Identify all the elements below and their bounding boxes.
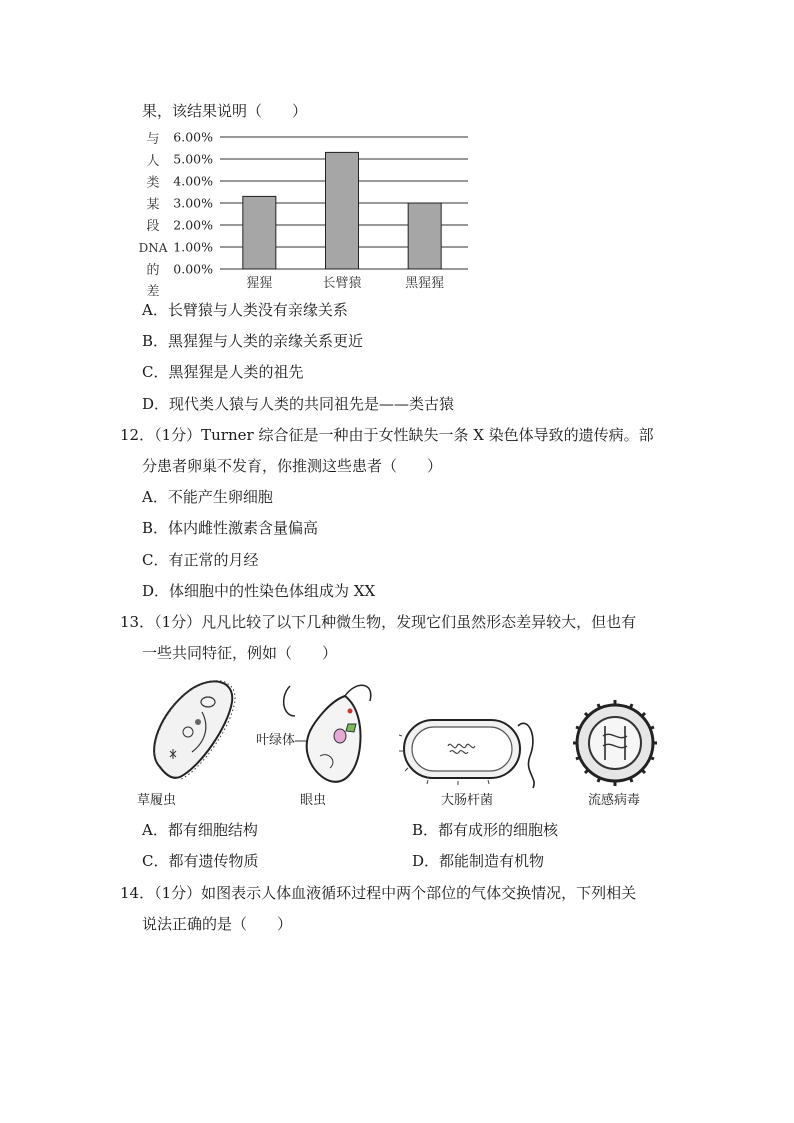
caption-ecoli: 大肠杆菌 (441, 793, 494, 808)
q12-option-b: B．体内雌性激素含量偏高 (142, 519, 319, 537)
q13-stem-line2: 一些共同特征，例如（ ） (142, 644, 338, 662)
q12-option-c: C．有正常的月经 (142, 551, 259, 569)
chart-bars (243, 152, 441, 269)
q11-option-d: D．现代类人猿与人类的共同祖先是——类古猿 (142, 395, 455, 413)
chloroplast-label: 叶绿体 (256, 733, 296, 748)
q11-option-a: A．长臂猿与人类没有亲缘关系 (142, 301, 348, 319)
bar-2 (326, 152, 359, 269)
y-axis-label-char: 人 (146, 153, 160, 169)
y-axis-label-char: 类 (146, 175, 160, 191)
q13-option-d: D．都能制造有机物 (412, 852, 545, 870)
y-tick-label: 1.00% (173, 239, 213, 255)
caption-influenza-virus: 流感病毒 (588, 793, 641, 808)
ecoli-figure (398, 706, 546, 790)
chart-x-tick-labels (246, 275, 444, 291)
q12-option-d: D．体细胞中的性染色体组成为 XX (142, 582, 376, 600)
y-axis-label-char: 段 (146, 219, 160, 235)
y-tick-label: 2.00% (173, 217, 213, 233)
y-tick-label: 6.00% (173, 129, 213, 145)
y-axis-label-char: 某 (146, 197, 160, 213)
q11-option-b: B．黑猩猩与人类的亲缘关系更近 (142, 332, 364, 350)
caption-euglena: 眼虫 (300, 793, 327, 808)
y-axis-label-char: 与 (146, 132, 160, 147)
q13-option-a: A．都有细胞结构 (142, 821, 258, 839)
q11-option-c: C．黑猩猩是人类的祖先 (142, 363, 304, 381)
chart-y-tick-labels (173, 130, 213, 277)
bar-1 (243, 196, 276, 269)
x-tick-label: 长臂猿 (322, 276, 362, 291)
paramecium-figure (140, 672, 245, 790)
x-tick-label: 猩猩 (246, 276, 273, 291)
euglena-figure (270, 676, 382, 794)
y-axis-label-char: 的 (146, 262, 160, 278)
q14-stem-line2: 说法正确的是（ ） (142, 915, 293, 933)
y-axis-label-char: DNA (138, 241, 168, 255)
x-tick-label: 黑猩猩 (405, 276, 445, 291)
dna-difference-bar-chart (138, 127, 478, 297)
q12-stem-line1: 12．（1分）Turner 综合征是一种由于女性缺失一条 X 染色体导致的遗传病。部 (120, 426, 654, 444)
y-tick-label: 4.00% (173, 173, 213, 189)
influenza-virus-figure (565, 696, 665, 791)
q13-option-c: C．都有遗传物质 (142, 852, 259, 870)
y-tick-label: 5.00% (173, 151, 213, 167)
bar-3 (408, 203, 441, 269)
y-tick-label: 3.00% (173, 195, 213, 211)
y-axis-label-char: 差 (146, 284, 160, 297)
y-tick-label: 0.00% (173, 261, 213, 277)
q12-stem-line2: 分患者卵巢不发育，你推测这些患者（ ） (142, 457, 443, 475)
q14-stem-line1: 14．（1分）如图表示人体血液循环过程中两个部位的气体交换情况，下列相关 (120, 884, 637, 902)
chart-y-axis-label (139, 132, 168, 297)
q12-option-a: A．不能产生卵细胞 (142, 488, 273, 506)
caption-paramecium: 草履虫 (137, 793, 177, 808)
q11-stem-tail: 果，该结果说明（ ） (142, 102, 308, 120)
q13-option-b: B．都有成形的细胞核 (412, 821, 559, 839)
q13-stem-line1: 13．（1分）凡凡比较了以下几种微生物，发现它们虽然形态差异较大，但也有 (120, 613, 637, 631)
